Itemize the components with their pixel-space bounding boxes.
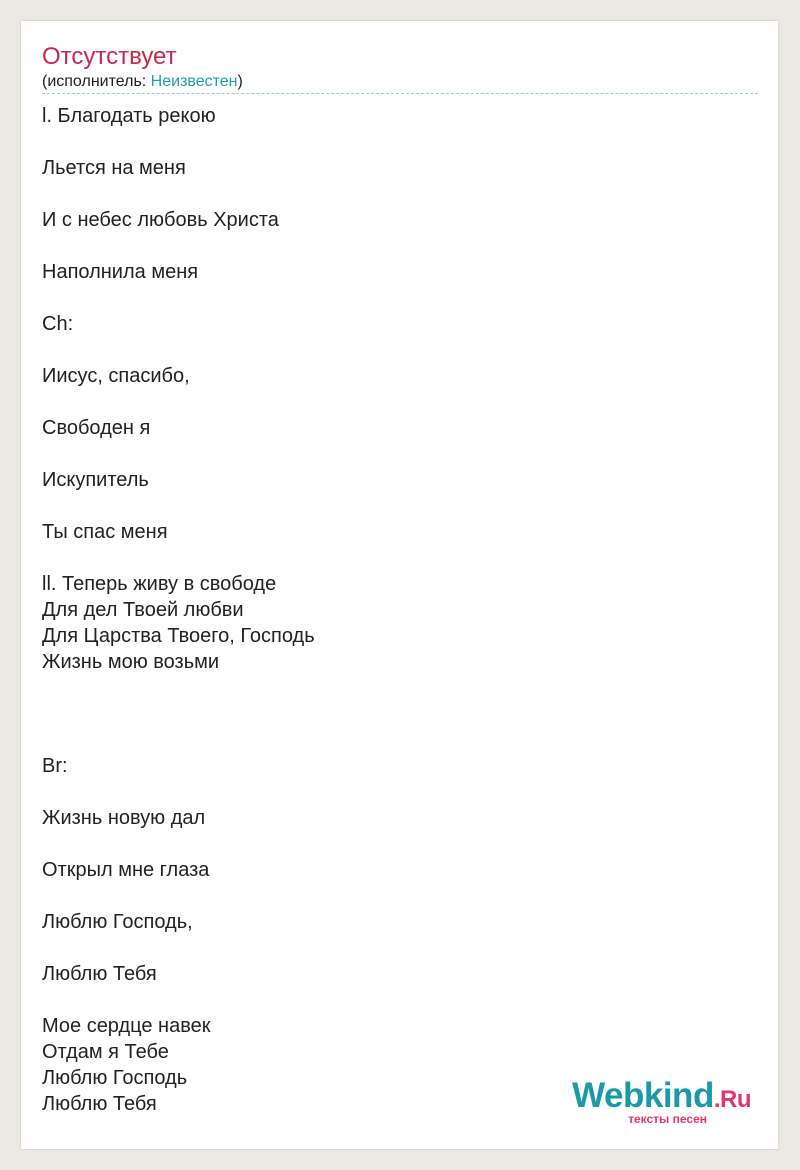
lyric-line: Отдам я Тебе [42, 1041, 169, 1063]
artist-link[interactable]: Неизвестен [150, 73, 238, 90]
lyric-line: Мое сердце навек [42, 1015, 211, 1037]
lyric-line: Искупитель [42, 469, 149, 491]
lyric-line [42, 129, 742, 155]
logo-name: Webkind [572, 1076, 714, 1115]
lyric-line: l. Благодать рекою [42, 105, 216, 127]
lyric-line [42, 727, 742, 753]
lyric-line [42, 441, 742, 467]
lyric-line: Для Царства Твоего, Господь [42, 625, 315, 647]
lyric-line: Люблю Тебя [42, 963, 157, 985]
lyric-line [42, 389, 742, 415]
lyric-line: Для дел Твоей любви [42, 599, 244, 621]
lyric-line [42, 337, 742, 363]
lyric-line [42, 831, 742, 857]
lyrics-card [21, 21, 778, 1149]
lyric-line: Иисус, спасибо, [42, 365, 190, 387]
lyric-line: ll. Теперь живу в свободе [42, 573, 277, 595]
lyric-line [42, 675, 742, 701]
lyric-line: Ты спас меня [42, 521, 168, 543]
lyric-line [42, 181, 742, 207]
lyric-line: Открыл мне глаза [42, 859, 210, 881]
lyric-line: Жизнь новую дал [42, 807, 206, 829]
lyric-line: Свободен я [42, 417, 151, 439]
lyric-line: Люблю Господь [42, 1067, 188, 1089]
lyric-line [42, 935, 742, 961]
artist-prefix: (исполнитель: [42, 73, 151, 90]
lyric-line [42, 779, 742, 805]
lyric-line: Жизнь мою возьми [42, 651, 220, 673]
lyric-line: Наполнила меня [42, 261, 199, 283]
lyric-line: Br: [42, 755, 68, 777]
lyric-line [42, 493, 742, 519]
lyrics-text [42, 103, 742, 1117]
lyric-line: Люблю Господь, [42, 911, 193, 933]
song-title: Отсутствует [42, 43, 177, 70]
webkind-logo[interactable] [572, 1078, 751, 1125]
lyric-line [42, 285, 742, 311]
lyric-line: И с небес любовь Христа [42, 209, 279, 231]
lyric-line: Люблю Тебя [42, 1093, 157, 1115]
lyric-line [42, 545, 742, 571]
header-divider [42, 93, 758, 94]
logo-tagline: тексты песен [628, 1112, 707, 1126]
lyric-line [42, 233, 742, 259]
lyric-line: Ch: [42, 313, 74, 335]
lyric-line: Льется на меня [42, 157, 186, 179]
lyric-line [42, 883, 742, 909]
artist-line [42, 72, 243, 92]
lyric-line [42, 987, 742, 1013]
logo-tld: .Ru [713, 1086, 751, 1113]
lyric-line [42, 701, 742, 727]
artist-suffix: ) [237, 73, 243, 90]
